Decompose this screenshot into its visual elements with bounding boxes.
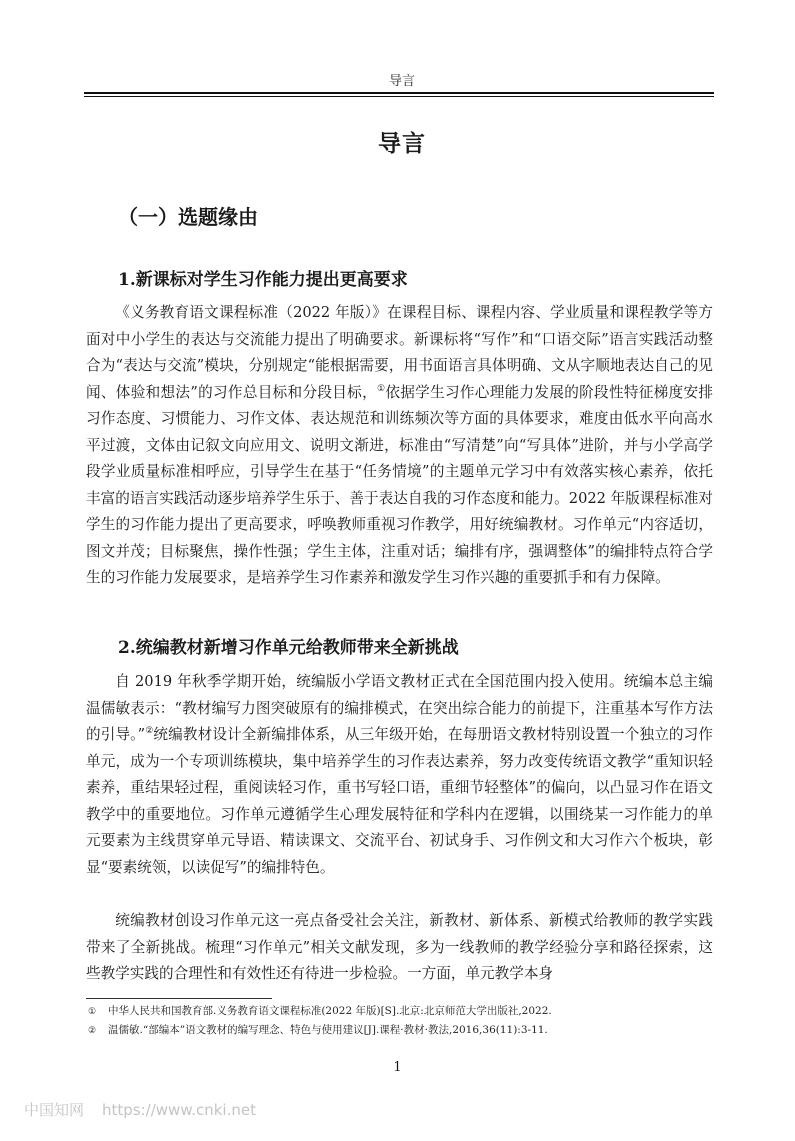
section-heading: （一）选题缘由 bbox=[118, 205, 258, 229]
footnote-mark: ① bbox=[88, 1007, 97, 1017]
footnote-rule bbox=[86, 998, 272, 999]
paragraph-text: 统编教材创设习作单元这一亮点备受社会关注，新教材、新体系、新模式给教师的教学实践带来了全新挑战。梳理“习作单元”相关文献发现，多为一线教师的教学经验分享和路径探索，这些教学实践的合理性和有效性还有待进一步检验。一方面，单元教学本身 bbox=[86, 912, 713, 982]
footnote-text: 中华人民共和国教育部.义务教育语文课程标准(2022 年版)[S].北京:北京师范大学出版社,2022. bbox=[108, 1005, 552, 1017]
footnote-text: 温儒敏.“部编本”语文教材的编写理念、特色与使用建议[J].课程·教材·教法,2016,36(11):3-11. bbox=[108, 1024, 548, 1036]
subsection-heading-2: 2.统编教材新增习作单元给教师带来全新挑战 bbox=[118, 638, 459, 658]
page-number: 1 bbox=[393, 1060, 402, 1075]
header-rule-secondary bbox=[84, 96, 714, 97]
watermark-brand: 中国知网 bbox=[24, 1101, 85, 1119]
running-header: 导言 bbox=[388, 74, 415, 89]
header-rule bbox=[84, 92, 714, 94]
paragraph-text-cont: 统编教材设计全新编排体系，从三年级开始，在每册语文教材特别设置一个独立的习作单元，成为一个专项训练模块，集中培养学生的习作表达素养，努力改变传统语文教学“重知识轻素养，重结果轻过程，重阅读轻习作，重书写轻口语，重细节轻整体”的偏向，以凸显习作在语文教学中的重要地位。习作单元遵循学生心理发展特征和学科内在逻辑，以围绕某一习作能力的单元要素为主线贯穿单元导语、精读课文、交流平台、初试身手、习作例文和大习作六个板块，彰显“要素统领，以读促写”的编排特色。 bbox=[86, 726, 713, 876]
footnote-1 bbox=[88, 1003, 552, 1018]
body-paragraph-3 bbox=[86, 908, 713, 988]
paragraph-text: 自 2019 年秋季学期开始，统编版小学语文教材正式在全国范围内投入使用。统编本总主编温儒敏表示：“教材编写力图突破原有的编排模式，在突出综合能力的前提下，注重基本写作方法的引导。” bbox=[86, 673, 713, 743]
footnote-mark: ② bbox=[88, 1026, 97, 1036]
paragraph-text-cont: 依据学生习作心理能力发展的阶段性特征梯度安排习作态度、习惯能力、习作文体、表达规范和训练频次等方面的具体要求，难度由低水平向高水平过渡，文体由记叙文向应用文、说明文渐进，标准由“写清楚”向“写具体”进阶，并与小学高学段学业质量标准相呼应，引导学生在基于“任务情境”的主题单元学习中有效落实核心素养，依托丰富的语言实践活动逐步培养学生乐于、善于表达自我的习作态度和能力。2022 年版课程标准对学生的习作能力提出了更高要求，呼唤教师重视习作教学，用好统编教材。习作单元“内容适切，图文并茂；目标聚焦，操作性强；学生主体，注重对话；编排有序，强调整体”的编排特点符合学生的习作能力发展要求，是培养学生习作素养和激发学生习作兴趣的重要抓手和有力保障。 bbox=[86, 383, 713, 586]
watermark-url: https://www.cnki.net bbox=[102, 1101, 256, 1119]
cnki-watermark bbox=[24, 1099, 256, 1120]
subsection-heading-1: 1.新课标对学生习作能力提出更高要求 bbox=[118, 270, 408, 290]
paragraph-text: 《义务教育语文课程标准（2022 年版）》在课程目标、课程内容、学业质量和课程教学等方面对中小学生的表达与交流能力提出了明确要求。新课标将“写作”和“口语交际”语言实践活动整合为“表达与交流”模块，分别规定“能根据需要，用书面语言具体明确、文从字顺地表达自己的见闻、体验和想法”的习作总目标和分段目标， bbox=[86, 304, 713, 401]
chapter-title: 导言 bbox=[378, 130, 426, 157]
footnote-ref-1: ① bbox=[376, 383, 386, 394]
body-paragraph-1 bbox=[86, 300, 713, 592]
footnote-ref-2: ② bbox=[145, 726, 154, 737]
footnote-2 bbox=[88, 1022, 548, 1037]
body-paragraph-2 bbox=[86, 669, 713, 881]
